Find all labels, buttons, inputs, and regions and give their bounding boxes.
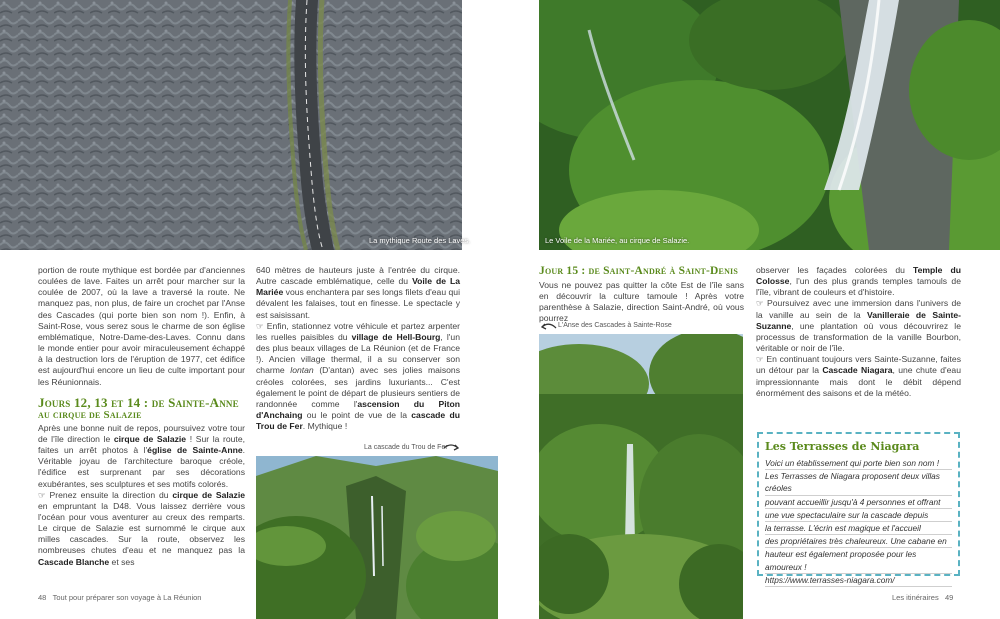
tip-box-terrasses-niagara [757, 432, 960, 585]
caption-voile-de-la-mariee: Le Voile de la Mariée, au cirque de Salazie. [545, 236, 690, 245]
photo-voile-de-la-mariee [539, 0, 1000, 250]
photo-route-des-laves [0, 0, 462, 250]
caption-anse-des-cascades: L'Anse des Cascades à Sainte-Rose [558, 322, 672, 329]
column-3 [539, 265, 744, 325]
tip-box-body [765, 457, 952, 587]
caption-route-des-laves: La mythique Route des Laves. [369, 236, 471, 245]
arrow-icon [539, 320, 557, 332]
tip-box-line: la terrasse. L'écrin est magique et l'accueil [765, 522, 952, 535]
paragraph-saint-andre: Vous ne pouvez pas quitter la côte Est de l'île sans en découvrir la culture tamoule ! Après votre parenthèse à Salazie, direction Saint-André, où vous pourrez [539, 280, 744, 324]
tip-box-title: Les Terrasses de Niagara [765, 440, 920, 453]
paragraph-vanilleraie: ☞ Poursuivez avec une immersion dans l'univers de la vanille au sein de la Vanilleraie de Sainte-Suzanne, une plantation où vous découvrirez le processus de transformation de la vanille Bourbon, véritable or noir de l'île. [756, 298, 961, 354]
footer-right [892, 593, 953, 602]
arrow-icon [443, 442, 461, 454]
footer-right-title: Les itinéraires [892, 593, 939, 602]
tip-box-line: une vue spectaculaire sur la cascade depuis [765, 509, 952, 522]
column-2 [256, 265, 460, 432]
heading-jours-12-14-subtitle: au cirque de Salazie [38, 408, 142, 421]
footer-left-title: Tout pour préparer son voyage à La Réunion [52, 593, 202, 602]
caption-trou-de-fer: La cascade du Trou de Fer [364, 444, 448, 451]
column-4 [756, 265, 961, 399]
tip-box-line: Voici un établissement qui porte bien son nom ! [765, 457, 952, 470]
pin-icon: ☞ [38, 489, 50, 500]
paragraph-route-des-laves: portion de route mythique est bordée par d'anciennes coulées de lave. Faites un arrêt pour marcher sur la coulée de 2007, où la lave a traversé la route. Ne manquez pas, non plus, de faire un crochet par l'Anse des Cascades (qui porte bien son nom !). Enfin, à Saint-Rose, vous serez sous le charme de son église emblématique, Notre-Dame-des-Laves. Connu dans le monde entier pour avoir miraculeusement échappé à la destruction lors de l'éruption de 1977, cet édifice est aujourd'hui encore un lieu de culte important pour les Réunionnais. [38, 265, 245, 387]
heading-jours-12-14: Jours 12, 13 et 14 : de Sainte-Anne [38, 394, 239, 410]
tip-box-line: Les Terrasses de Niagara proposent deux villas créoles [765, 470, 952, 495]
page-number-right: 49 [944, 593, 954, 602]
paragraph-salazie-intro: Après une bonne nuit de repos, poursuivez votre tour de l'île direction le cirque de Salazie ! Sur la route, faites un arrêt photos à l'église de Sainte-Anne. Véritable joyau de l'architecture baroque créole, l'édifice est surprenant par ses décorations exubérantes, ses sculptures et ses motifs colorés. [38, 422, 245, 489]
tip-box-line: pouvant accueillir jusqu'à 4 personnes et offrant [765, 496, 952, 509]
tip-box-line: des propriétaires très chaleureux. Une cabane en [765, 535, 952, 548]
paragraph-cascade-niagara: ☞ En continuant toujours vers Sainte-Suzanne, faites un détour par la Cascade Niagara, une chute d'eau impressionnante mais dont le débit dépend énormément des saisons et de la météo. [756, 354, 962, 398]
paragraph-temple-colosse: observer les façades colorées du Temple du Colosse, l'un des plus grands temples tamouls de l'île, vibrant de couleurs et d'histoire. [756, 265, 961, 298]
tip-box-line: hauteur est également proposée pour les amoureux ! [765, 548, 952, 573]
paragraph-voile-mariee: 640 mètres de hauteurs juste à l'entrée du cirque. Autre cascade emblématique, celle du Voile de La Mariée vous enchantera par ses longs filets d'eau qui dévalent les falaises, tout en finesse. Le spectacle y est saisissant. [256, 265, 461, 320]
tip-box-link[interactable]: https://www.terrasses-niagara.com/ [765, 574, 952, 587]
paragraph-salazie-route: ☞ Prenez ensuite la direction du cirque de Salazie en empruntant la D48. Vous laissez derrière vous l'océan pour vous aventurer au creux des remparts. Le cirque de Salazie est surnommé le cirque aux milles cascades. Sur la route, observez les nombreuses chutes d'eau et ne manquez pas la Cascade Blanche et ses [38, 489, 245, 567]
pin-icon: ☞ [756, 298, 768, 309]
pin-icon: ☞ [256, 320, 267, 331]
column-1 [38, 265, 245, 568]
photo-trou-de-fer [256, 456, 498, 619]
footer-left [38, 593, 201, 602]
page-number-left: 48 [38, 593, 47, 602]
pin-icon: ☞ [756, 354, 767, 365]
photo-anse-des-cascades [539, 334, 743, 619]
heading-jour-15: Jour 15 : de Saint-André à Saint-Denis [539, 265, 739, 277]
paragraph-hell-bourg: ☞ Enfin, stationnez votre véhicule et partez arpenter les ruelles paisibles du village de Hell-Bourg, l'un des plus beaux villages de La Réunion (et de France !). Ancien village thermal, il a su conserver son charme lontan (D'antan) avec ses jolies maisons créoles colorées, ses jardins luxuriants... C'est également le point de départ de plusieurs sentiers de randonnée comme l'ascension du Piton d'Anchaing ou le point de vue de la cascade du Trou de Fer. Mythique ! [256, 320, 461, 432]
